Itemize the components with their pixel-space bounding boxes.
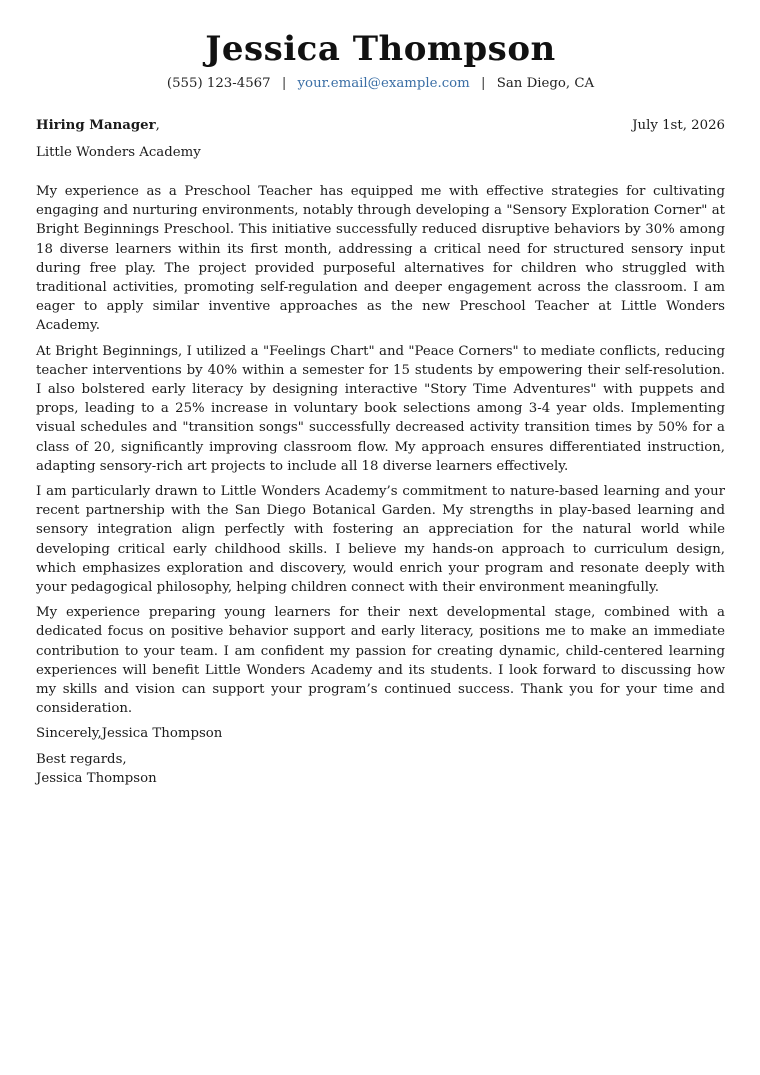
body-paragraph-1: My experience as a Preschool Teacher has equipped me with effective strategies for cultivating engaging and nurturing environments, notably through developing a "Sensory Exploration Corner" at Bright Beginnings Preschool. This initiative successfully reduced disruptive behaviors by 30% among 18 diverse learners within its first month, addressing a critical need for structured sensory input during free play. The project provided purposeful alternatives for children who struggled with traditional activities, promoting self-regulation and deeper engagement across the classroom. I am eager to apply similar inventive approaches as the new Preschool Teacher at Little Wonders Academy.: [36, 184, 725, 334]
signoff-text: Best regards,: [36, 752, 127, 768]
body-paragraph-4: My experience preparing young learners for their next developmental stage, combined with a dedicated focus on positive behavior support and early literacy, positions me to make an immediate contribution to your team. I am confident my passion for creating dynamic, child-centered learning experiences will benefit Little Wonders Academy and its students. I look forward to discussing how my skills and vision can support your program’s continued success. Thank you for your time and consideration.: [36, 605, 725, 717]
recipient-comma: ,: [155, 118, 160, 133]
location: San Diego, CA: [496, 76, 595, 91]
cover-letter-page: [36, 28, 725, 788]
recipient-date-row: [36, 116, 725, 135]
closing-line: Sincerely,Jessica Thompson: [36, 726, 223, 742]
signoff-block: [36, 751, 725, 788]
body-paragraph-2: At Bright Beginnings, I utilized a "Feelings Chart" and "Peace Corners" to mediate conflicts, reducing teacher interventions by 40% within a semester for 15 students by empowering their self-resolution. I also bolstered early literacy by designing interactive "Story Time Adventures" with puppets and props, leading to a 25% increase in voluntary book selections among 3-4 year olds. Implementing visual schedules and "transition songs" successfully decreased activity transition times by 50% for a class of 20, significantly improving classroom flow. My approach ensures differentiated instruction, adapting sensory-rich art projects to include all 18 diverse learners effectively.: [36, 343, 725, 474]
signature-name: Jessica Thompson: [36, 770, 157, 786]
body-paragraph-3: I am particularly drawn to Little Wonders Academy’s commitment to nature-based learning and your recent partnership with the San Diego Botanical Garden. My strengths in play-based learning and sensory integration align perfectly with fostering an appreciation for the natural world while developing critical early childhood skills. I believe my hands-on approach to curriculum design, which emphasizes exploration and discovery, would enrich your program and resonate deeply with your pedagogical philosophy, helping children connect with their environment meaningfully.: [36, 484, 725, 596]
applicant-name: Jessica Thompson: [205, 29, 556, 69]
contact-separator: |: [481, 76, 486, 91]
salutation: [36, 116, 160, 135]
company-name: Little Wonders Academy: [36, 145, 201, 160]
contact-separator: |: [281, 76, 287, 91]
phone-number: (555) 123-4567: [166, 76, 271, 91]
contact-line: [36, 74, 725, 94]
letter-date: July 1st, 2026: [632, 118, 725, 133]
recipient-name: Hiring Manager: [36, 118, 156, 133]
email-link[interactable]: your.email@example.com: [297, 76, 470, 91]
